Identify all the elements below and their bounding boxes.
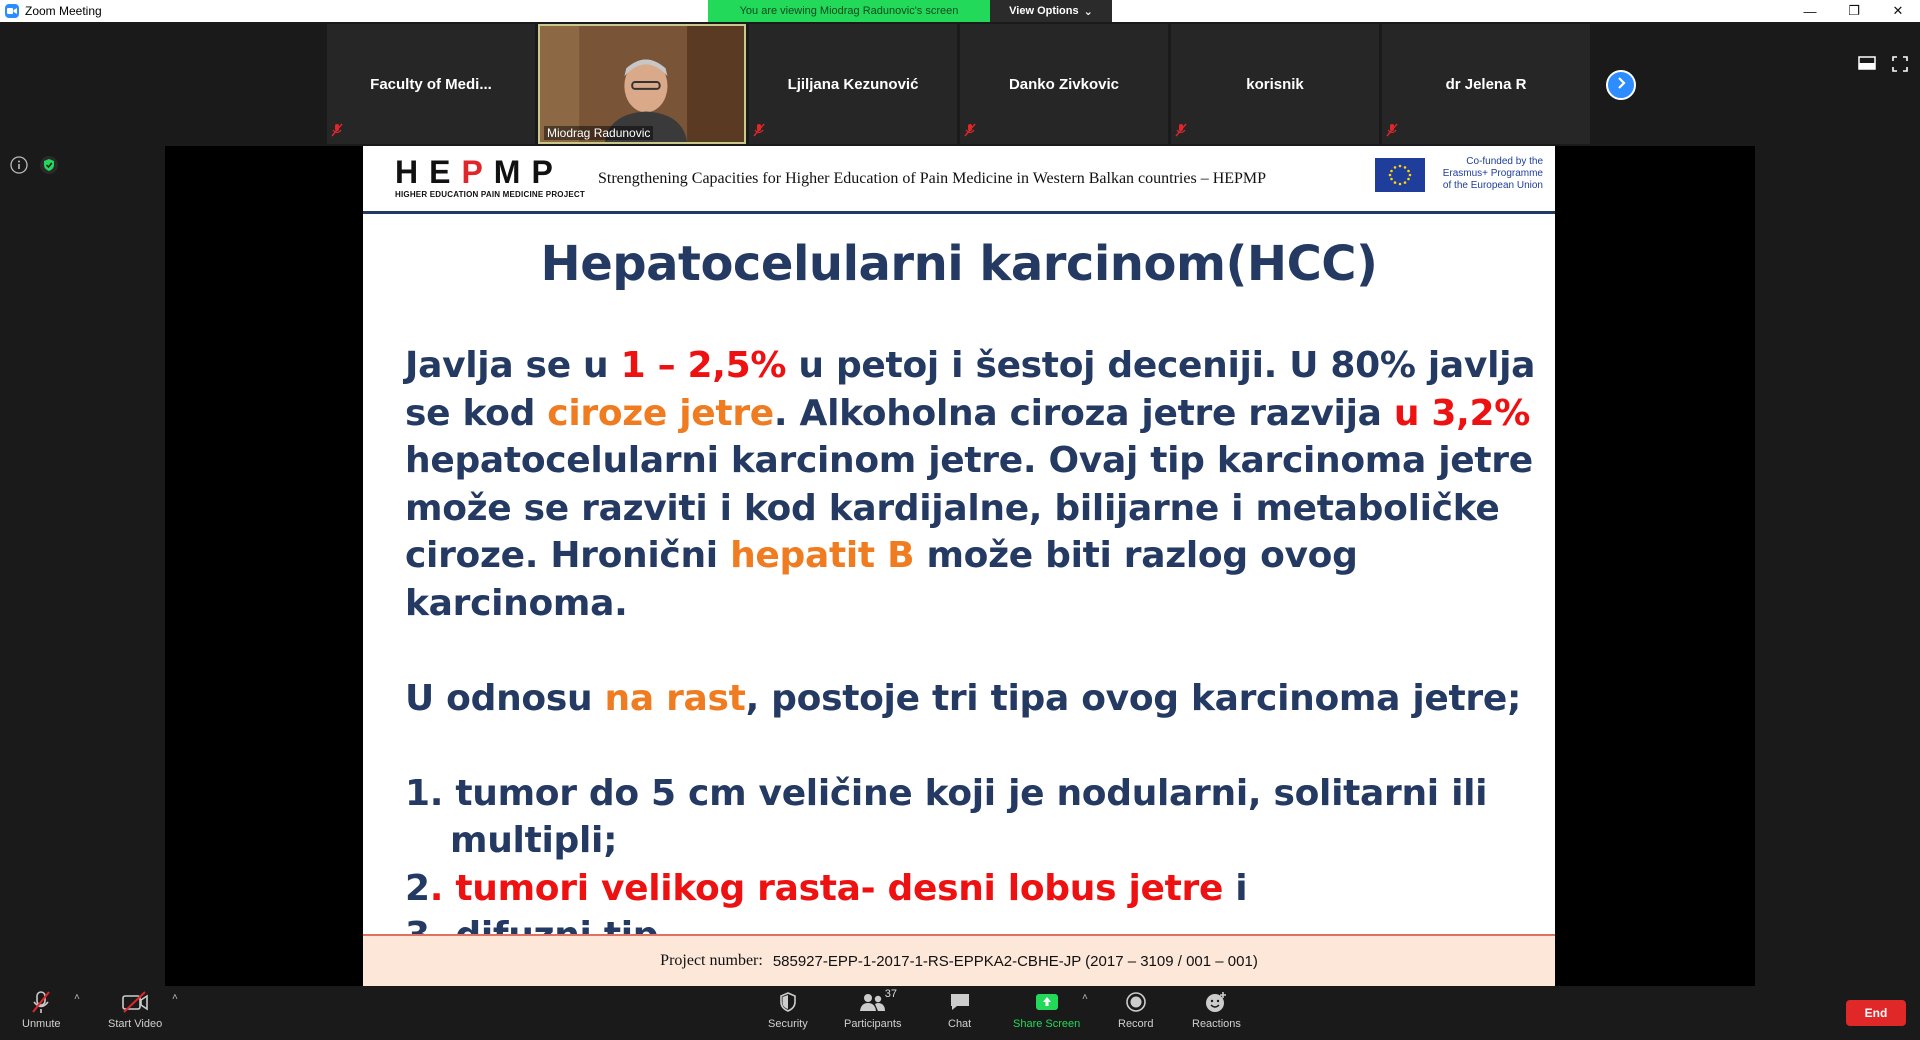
- logo-text: HEPMP: [395, 154, 564, 190]
- reactions-label: Reactions: [1192, 1018, 1241, 1030]
- paragraph-incidence: [405, 342, 1545, 627]
- participant-tile[interactable]: [960, 24, 1168, 144]
- security-button[interactable]: [768, 990, 808, 1030]
- muted-mic-icon: [30, 990, 52, 1017]
- slide-body: [405, 342, 1545, 960]
- muted-mic-icon: [1175, 123, 1187, 142]
- share-screen-label: Share Screen: [1013, 1018, 1081, 1030]
- participant-name: Miodrag Radunovic: [544, 126, 653, 140]
- minimize-button[interactable]: —: [1803, 3, 1817, 19]
- participant-gallery: [0, 22, 1920, 146]
- project-number: 585927-EPP-1-2017-1-RS-EPPKA2-CBHE-JP (2017 – 3109 / 001 – 001): [772, 952, 1258, 970]
- record-button[interactable]: [1118, 990, 1153, 1030]
- chevron-right-icon: [1615, 76, 1627, 95]
- slide-header: [363, 146, 1555, 214]
- text-run: u petoj i šestoj deceniji. U 80% javlja se kod: [405, 345, 1536, 434]
- highlight-orange: hepatit B: [730, 535, 915, 576]
- chat-icon: [949, 992, 971, 1015]
- participant-tile[interactable]: [327, 24, 535, 144]
- text-run: hepatocelularni karcinom jetre. Ovaj tip karcinoma jetre može se razviti i kod kardijalne, bilijarne i metaboličke ciroze. Hronični: [405, 440, 1533, 576]
- share-options-caret[interactable]: ˄: [1082, 992, 1088, 1003]
- text-run: i: [1223, 867, 1248, 909]
- highlight-orange: na rast: [604, 677, 746, 719]
- shield-icon: [779, 991, 797, 1016]
- highlight-orange: ciroze jetre: [547, 392, 774, 434]
- participant-name: dr Jelena R: [1445, 75, 1527, 93]
- participant-tile[interactable]: [1171, 24, 1379, 144]
- text-run: . Alkoholna ciroza jetre razvija: [773, 392, 1394, 434]
- highlight-red: 1 – 2,5%: [620, 345, 787, 386]
- unmute-button[interactable]: [22, 990, 61, 1030]
- unmute-label: Unmute: [22, 1018, 61, 1030]
- next-page-button[interactable]: [1606, 70, 1636, 100]
- participants-icon: [859, 992, 887, 1015]
- highlight-red: . tumori velikog rasta- desni lobus jetre: [429, 867, 1224, 909]
- participant-name: Ljiljana Kezunović: [787, 75, 919, 93]
- security-label: Security: [768, 1018, 808, 1030]
- close-button[interactable]: ✕: [1892, 3, 1904, 18]
- view-options-button[interactable]: [990, 0, 1112, 22]
- chevron-down-icon: ⌄: [1083, 5, 1093, 18]
- chat-label: Chat: [948, 1018, 972, 1030]
- record-icon: [1125, 991, 1147, 1016]
- slide-title: Hepatocelularni karcinom(HCC): [540, 236, 1378, 292]
- shared-screen: [165, 146, 1755, 986]
- end-meeting-button[interactable]: End: [1846, 1000, 1906, 1026]
- muted-mic-icon: [753, 123, 765, 142]
- participants-label: Participants: [844, 1018, 902, 1030]
- hepmp-logo: [395, 156, 585, 199]
- slide-footer: [363, 934, 1555, 986]
- chat-button[interactable]: [948, 990, 971, 1030]
- reactions-button[interactable]: [1192, 990, 1241, 1030]
- list-item-2: [405, 865, 1545, 913]
- meeting-info-icon[interactable]: [10, 156, 28, 179]
- eu-text-line: Erasmus+ Programme: [1442, 168, 1543, 179]
- video-off-icon: [121, 991, 149, 1016]
- participant-tile[interactable]: [749, 24, 957, 144]
- muted-mic-icon: [331, 123, 343, 142]
- eu-text-line: of the European Union: [1442, 180, 1543, 191]
- window-title: Zoom Meeting: [25, 4, 102, 18]
- encryption-shield-icon[interactable]: [40, 156, 58, 179]
- record-label: Record: [1118, 1018, 1154, 1030]
- share-screen-button[interactable]: [1013, 990, 1080, 1030]
- muted-mic-icon: [1386, 123, 1398, 142]
- participant-video-tile[interactable]: [538, 24, 746, 144]
- eu-flag-icon: [1375, 158, 1425, 192]
- video-options-caret[interactable]: ˄: [172, 992, 178, 1003]
- slide-header-text: Strengthening Capacities for Higher Education of Pain Medicine in Western Balkan countries – HEPMP: [598, 170, 1267, 187]
- text-run: , postoje tri tipa ovog karcinoma jetre;: [745, 677, 1522, 719]
- gallery-view-icon[interactable]: [1858, 56, 1876, 77]
- highlight-red: u 3,2%: [1393, 392, 1531, 434]
- restore-button[interactable]: ❐: [1848, 3, 1860, 18]
- list-item-1: 1. tumor do 5 cm veličine koji je nodularni, solitarni ili: [405, 772, 1488, 814]
- smiley-icon: [1204, 991, 1228, 1016]
- participant-tile[interactable]: [1382, 24, 1590, 144]
- fullscreen-icon[interactable]: [1892, 56, 1908, 77]
- logo-subtitle: HIGHER EDUCATION PAIN MEDICINE PROJECT: [395, 190, 585, 199]
- list-item-1-continued: multipli;: [450, 820, 618, 861]
- eu-text-line: Co-funded by the: [1466, 156, 1543, 167]
- participant-name: korisnik: [1246, 75, 1304, 93]
- text-run: može biti razlog ovog karcinoma.: [405, 535, 1358, 624]
- participants-button[interactable]: [844, 990, 901, 1030]
- viewing-banner: You are viewing Miodrag Radunovic's screen: [708, 0, 990, 22]
- text-run: Javlja se u: [405, 345, 621, 386]
- participants-count: 37: [884, 988, 897, 1000]
- muted-mic-icon: [964, 123, 976, 142]
- start-video-label: Start Video: [108, 1018, 163, 1030]
- eu-cofunded-text: [1433, 156, 1543, 192]
- participant-name: Danko Zivkovic: [1008, 75, 1120, 93]
- presentation-slide: [363, 146, 1555, 986]
- audio-options-caret[interactable]: ˄: [74, 992, 80, 1003]
- share-screen-icon: [1035, 992, 1059, 1015]
- text-run: 2: [405, 867, 430, 909]
- participant-name: Faculty of Medi...: [370, 75, 492, 93]
- paragraph-growth: [405, 675, 1545, 723]
- footer-label: Project number:: [660, 952, 763, 969]
- start-video-button[interactable]: [108, 990, 162, 1030]
- zoom-app-icon: [5, 4, 19, 18]
- meeting-toolbar: [0, 986, 1920, 1040]
- text-run: U odnosu: [405, 677, 605, 719]
- view-options-label: View Options: [1009, 5, 1079, 17]
